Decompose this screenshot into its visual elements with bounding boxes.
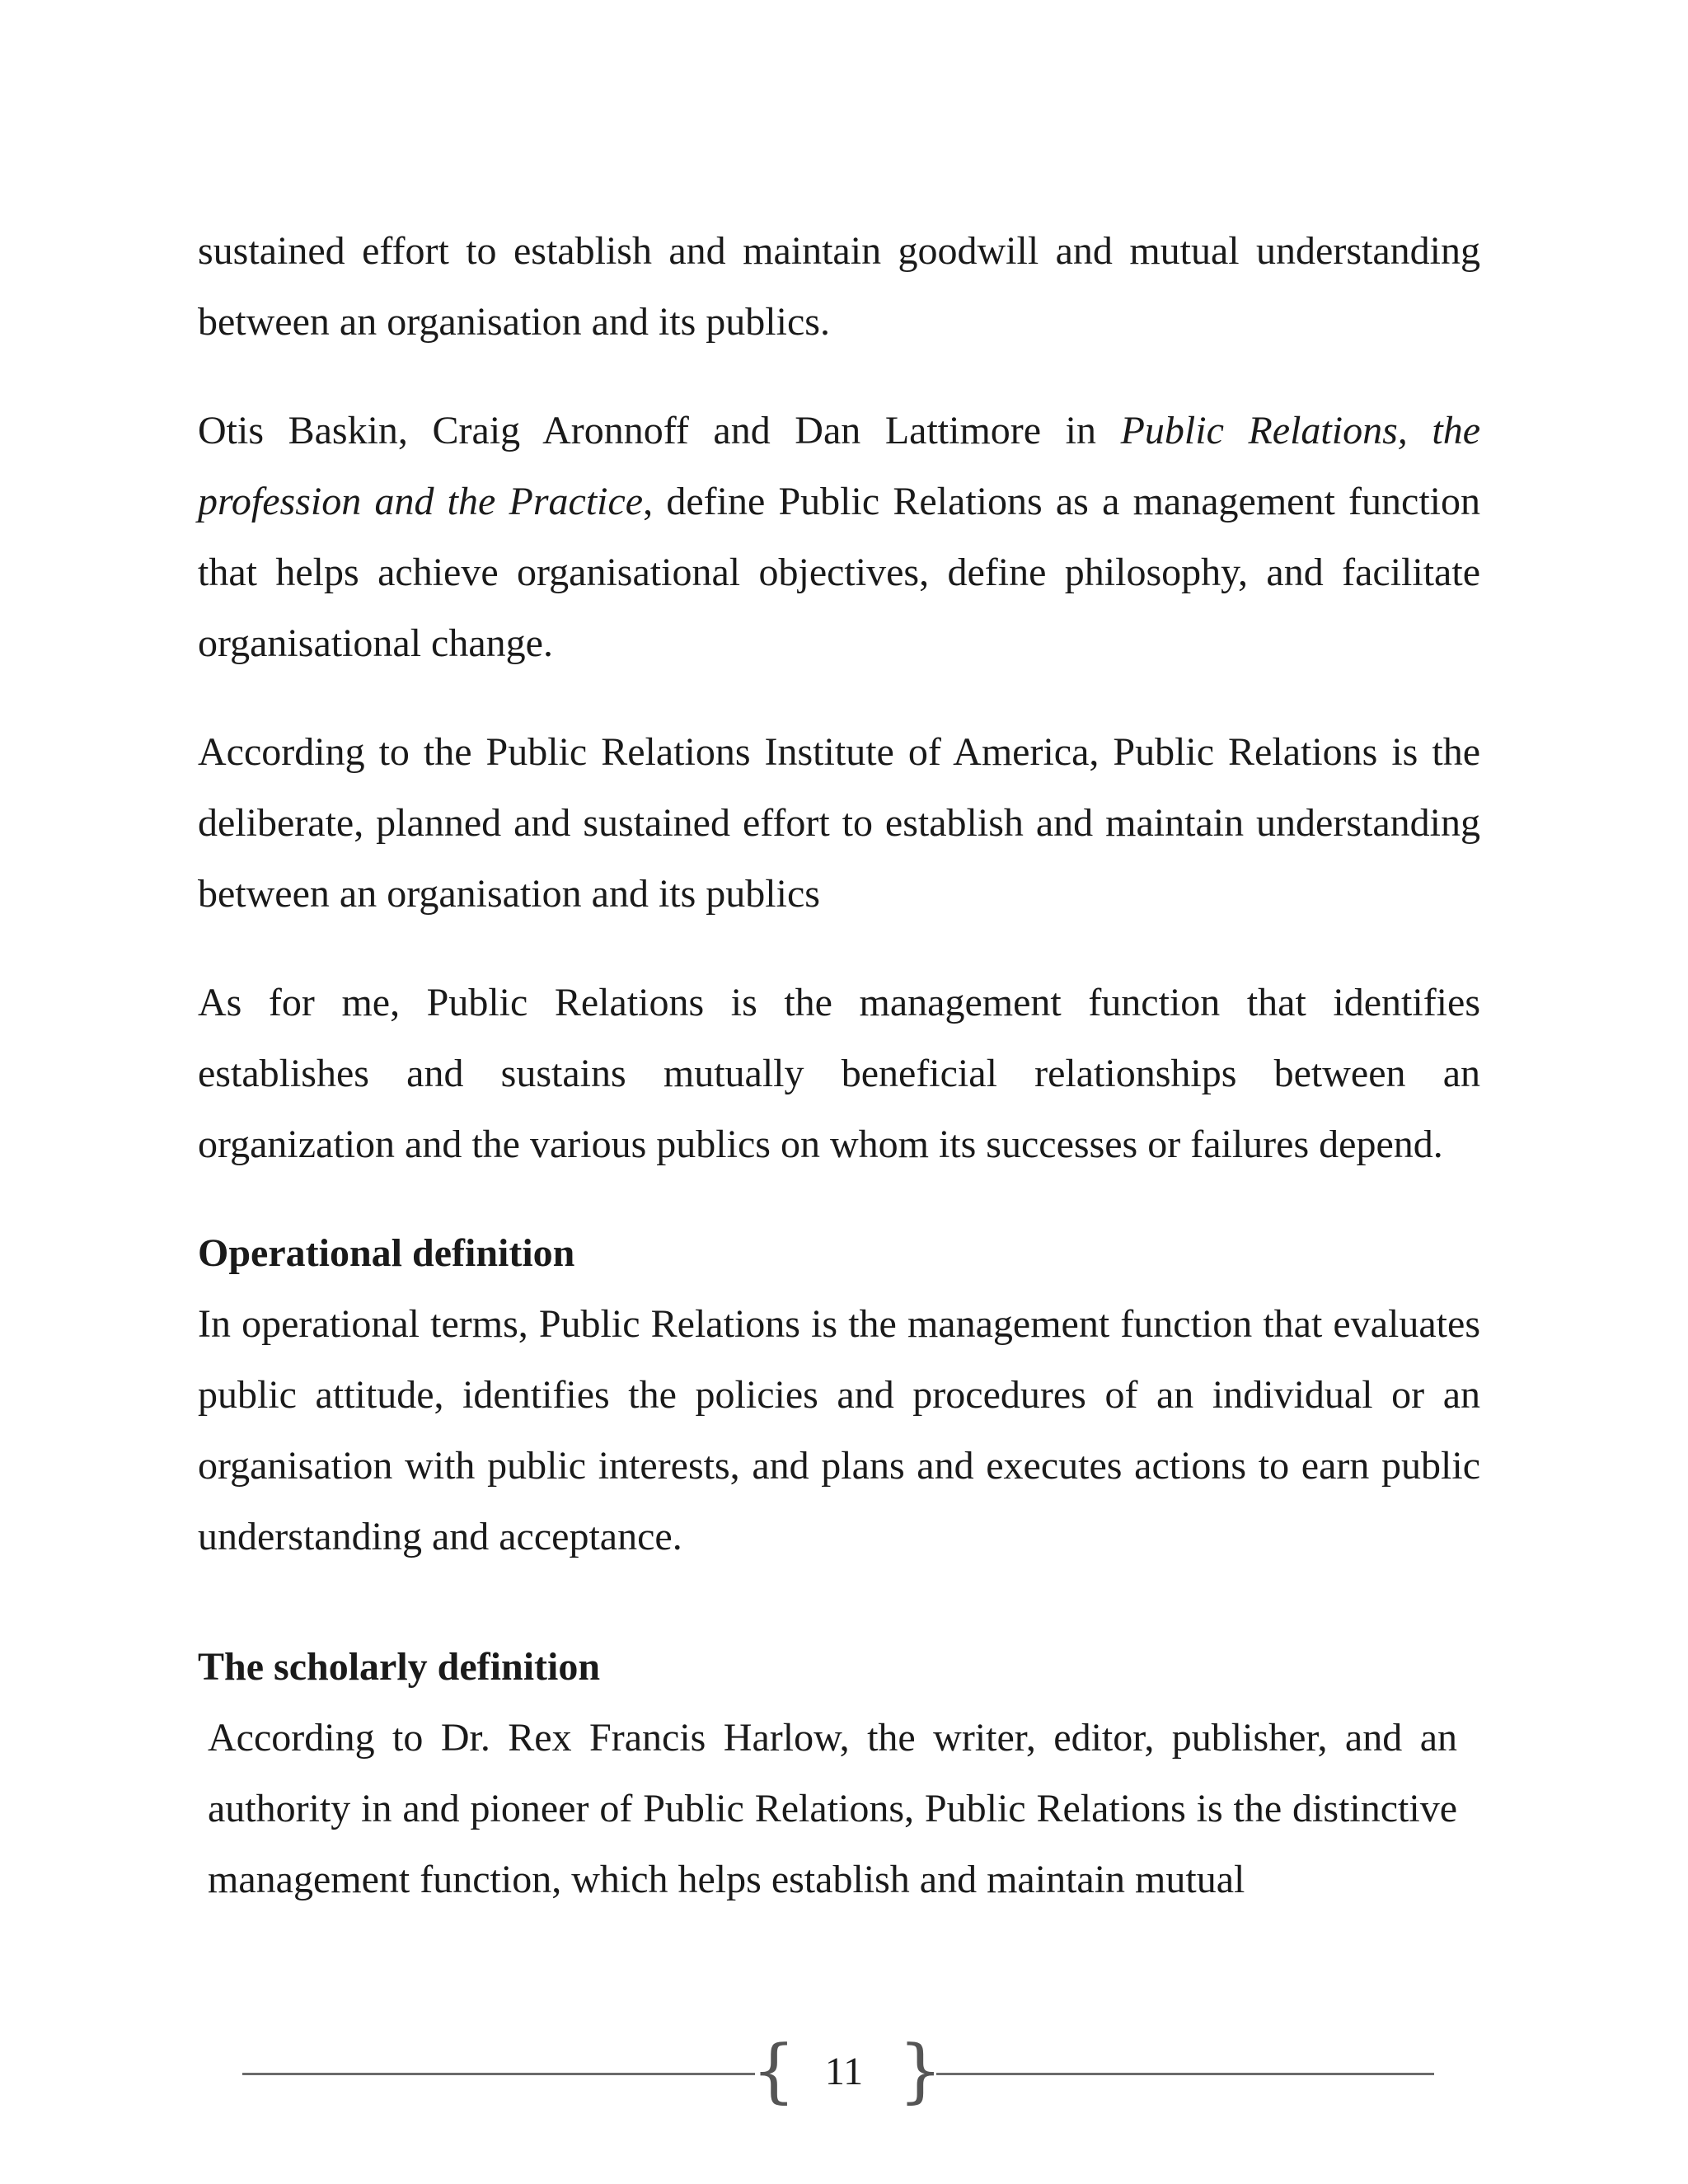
operational-definition-heading: Operational definition — [198, 1231, 575, 1275]
page-footer — [242, 2029, 1434, 2111]
open-brace-icon: { — [752, 2030, 796, 2111]
paragraph-continuation: sustained effort to establish and maintain goodwill and mutual understanding between an organisation and its publics. — [198, 229, 1480, 344]
footer-rule-left — [242, 2073, 755, 2075]
book-title: Public Relations, the profession and the Practice — [198, 409, 1480, 523]
footer-rule-right — [936, 2073, 1434, 2075]
close-brace-icon: } — [898, 2030, 943, 2111]
paragraph-rest: , define Public Relations as a management function that helps achieve organisational objectives, define philosophy, and facilitate organisational change. — [198, 480, 1480, 665]
page-number: 11 — [824, 2050, 864, 2093]
operational-definition-text: In operational terms, Public Relations is the management function that evaluates public attitude, identifies the policies and procedures of an individual or an organisation with public interests, and plans and executes actions to earn public understanding and acceptance. — [198, 1302, 1480, 1558]
page-body — [198, 216, 1480, 1915]
paragraph-author-definition: As for me, Public Relations is the management function that identifies establishes and sustains mutually beneficial relationships between an organization and the various publics on whom its successes or failures depend. — [198, 981, 1480, 1166]
paragraph-authors: Otis Baskin, Craig Aronnoff and Dan Lattimore in — [198, 409, 1121, 452]
scholarly-definition-text: According to Dr. Rex Francis Harlow, the writer, editor, publisher, and an authority in and pioneer of Public Relations, Public Relations is the distinctive management function, which helps establish and maintain mutual — [208, 1716, 1457, 1901]
scholarly-definition-heading: The scholarly definition — [198, 1645, 601, 1689]
scholarly-definition-block — [198, 1703, 1457, 1915]
paragraph-institute-definition: According to the Public Relations Institute of America, Public Relations is the deliberate, planned and sustained effort to establish and maintain understanding between an organisation and its publics — [198, 730, 1480, 916]
paragraph-baskin-definition — [198, 396, 1480, 679]
